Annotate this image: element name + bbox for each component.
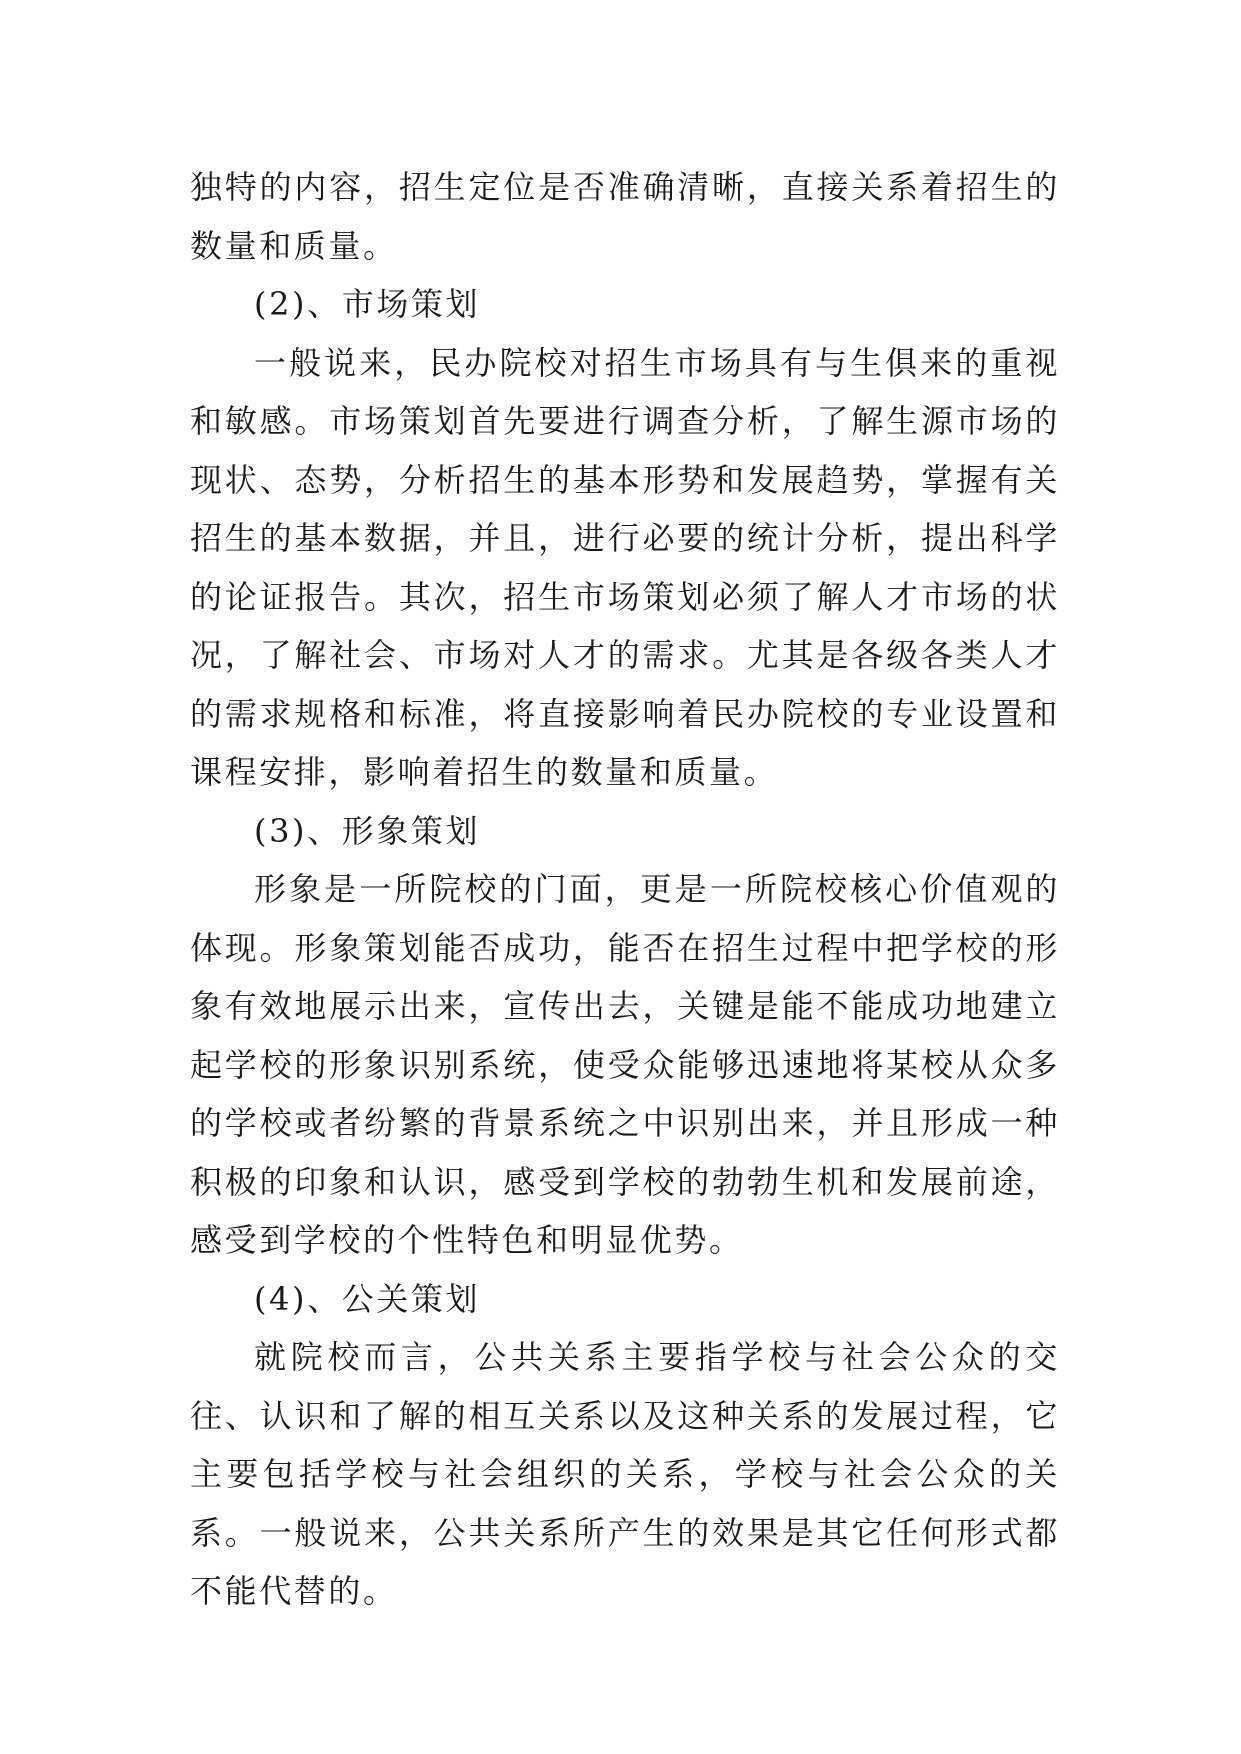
body-text xyxy=(190,158,1060,1621)
section-heading-pr-planning: (4)、公关策划 xyxy=(254,1279,481,1318)
paragraph-continuation: 独特的内容，招生定位是否准确清晰，直接关系着招生的数量和质量。 xyxy=(190,168,1060,265)
paragraph-pr-planning: 就院校而言，公共关系主要指学校与社会公众的交往、认识和了解的相互关系以及这种关系的发展过程，它主要包括学校与社会组织的关系，学校与社会公众的关系。一般说来，公共关系所产生的效果是其它任何形式都不能代替的。 xyxy=(190,1338,1060,1610)
paragraph-market-planning: 一般说来，民办院校对招生市场具有与生俱来的重视和敏感。市场策划首先要进行调查分析，了解生源市场的现状、态势，分析招生的基本形势和发展趋势，掌握有关招生的基本数据，并且，进行必要的统计分析，提出科学的论证报告。其次，招生市场策划必须了解人才市场的状况，了解社会、市场对人才的需求。尤其是各级各类人才的需求规格和标准，将直接影响着民办院校的专业设置和课程安排，影响着招生的数量和质量。 xyxy=(190,343,1060,791)
paragraph-image-planning: 形象是一所院校的门面，更是一所院校核心价值观的体现。形象策划能否成功，能否在招生过程中把学校的形象有效地展示出来，宣传出去，关键是能不能成功地建立起学校的形象识别系统，使受众能够迅速地将某校从众多的学校或者纷繁的背景系统之中识别出来，并且形成一种积极的印象和认识，感受到学校的勃勃生机和发展前途，感受到学校的个性特色和明显优势。 xyxy=(190,870,1060,1259)
section-heading-market-planning: (2)、市场策划 xyxy=(254,285,481,323)
section-heading-image-planning: (3)、形象策划 xyxy=(254,811,481,850)
